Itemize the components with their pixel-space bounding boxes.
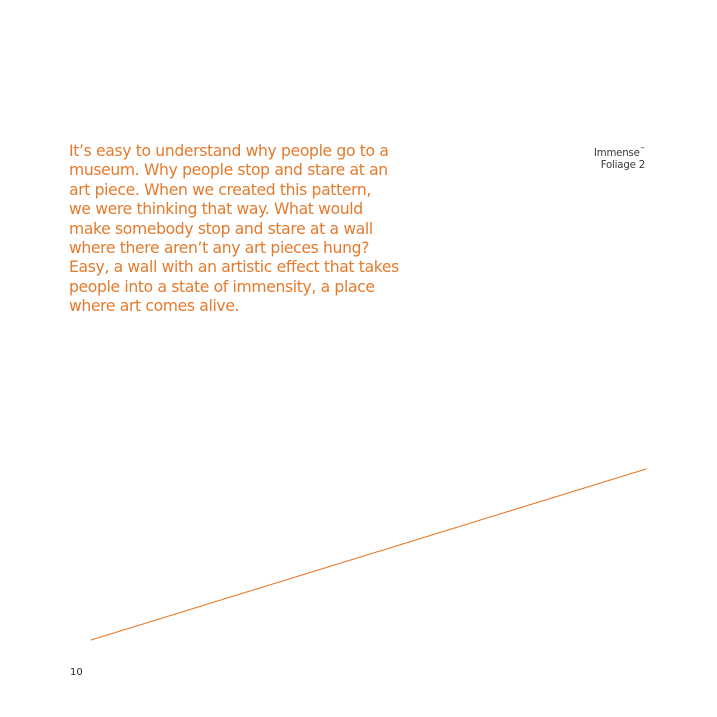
- paragraph-line: art piece. When we created this pattern,: [69, 180, 372, 199]
- paragraph-line: where there aren’t any art pieces hung?: [69, 239, 370, 258]
- paragraph-line: It’s easy to understand why people go to a: [69, 142, 389, 160]
- paragraph-line: we were thinking that way. What would: [69, 200, 363, 219]
- paragraph-line: people into a state of immensity, a place: [69, 277, 375, 296]
- product-label: [594, 148, 645, 172]
- paragraph-line: where art comes alive.: [69, 297, 240, 316]
- product-variant: Foliage 2: [600, 160, 645, 171]
- diagonal-rule-line: [91, 469, 646, 640]
- paragraph-line: Easy, a wall with an artistic effect that takes: [69, 258, 399, 277]
- paragraph-line: make somebody stop and stare at a wall: [69, 219, 373, 238]
- paragraph-line: museum. Why people stop and stare at an: [69, 161, 388, 180]
- page-number: 10: [70, 667, 83, 678]
- trademark-symbol: ™: [639, 147, 645, 153]
- product-name: Immense: [593, 148, 640, 159]
- intro-paragraph: [69, 142, 399, 317]
- product-name-line: [594, 148, 645, 160]
